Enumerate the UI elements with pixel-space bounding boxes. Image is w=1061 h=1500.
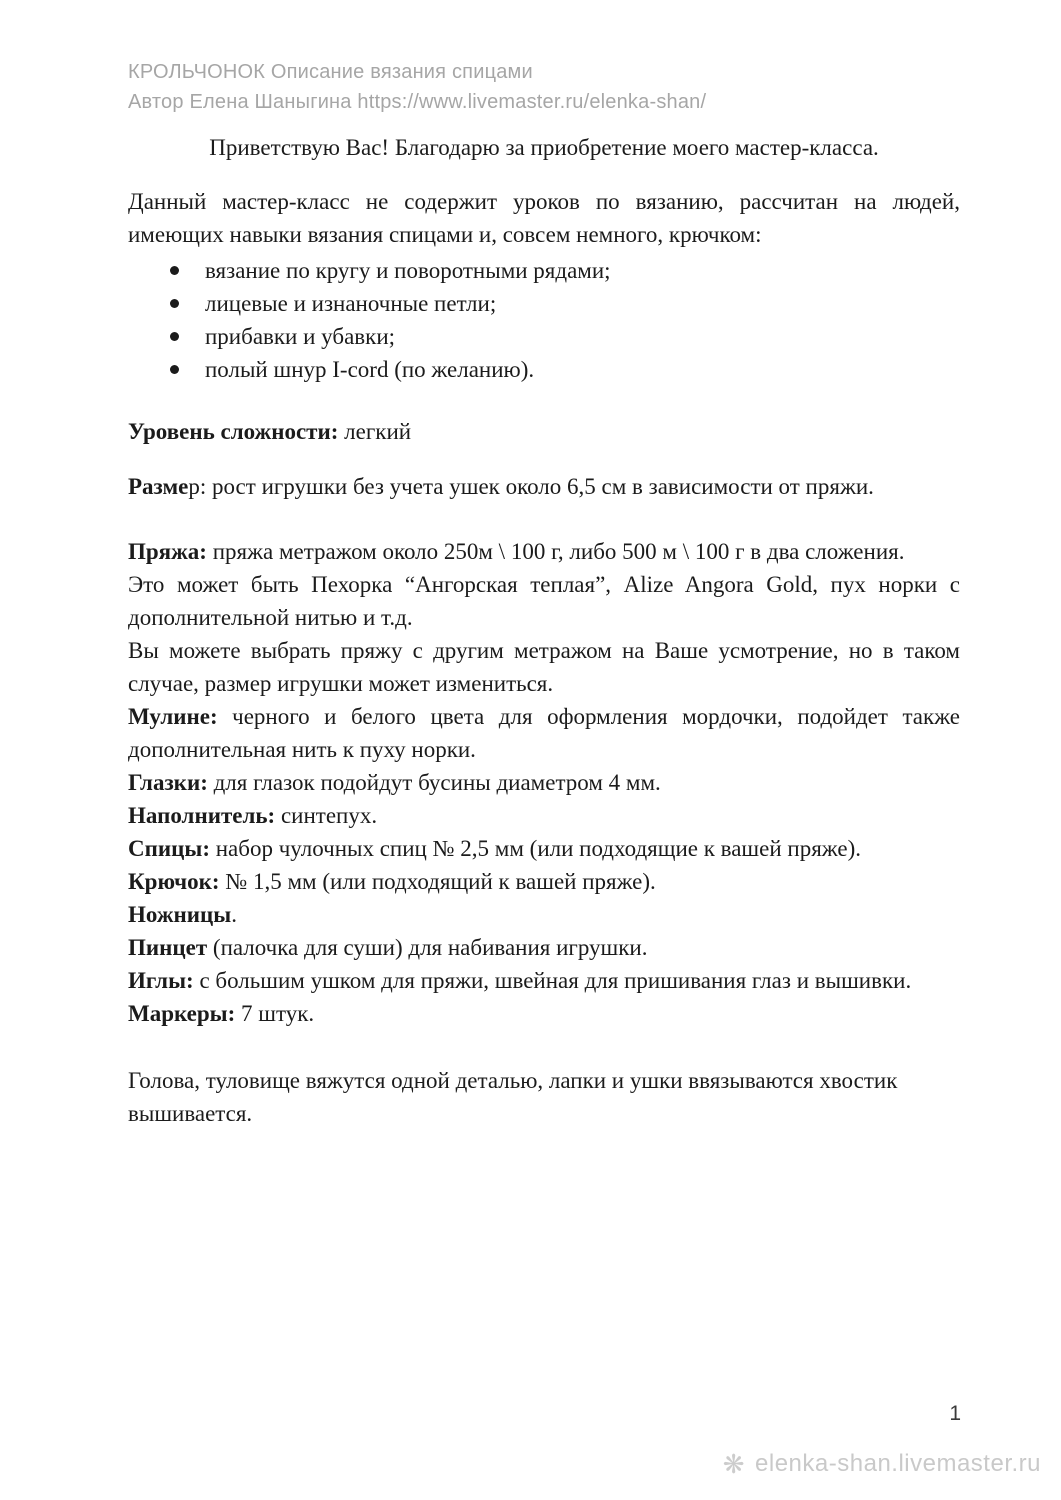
material-line [128,634,960,700]
skill-item: вязание по кругу и поворотными рядами; [205,254,960,287]
size-value: р: рост игрушки без учета ушек около 6,5 см в зависимости от пряжи. [188,474,874,499]
material-line [128,535,960,568]
header-title: КРОЛЬЧОНОК Описание вязания спицами [128,61,533,83]
material-text: 7 штук. [235,1001,315,1026]
material-line [128,898,960,931]
material-label: Пряжа: [128,539,207,564]
material-label: Крючок: [128,869,220,894]
material-line [128,964,960,997]
skill-item: прибавки и убавки; [205,320,960,353]
material-label: Мулине: [128,704,218,729]
materials-section [128,535,960,1030]
material-text: (палочка для суши) для набивания игрушки. [207,935,648,960]
material-line [128,997,960,1030]
flower-icon: ❋ [722,1449,746,1479]
material-text: набор чулочных спиц № 2,5 мм (или подходящие к вашей пряже). [209,836,861,861]
material-text: Это может быть Пехорка “Ангорская теплая”, Alize Angora Gold, пух норки с дополнительной нитью и т.д. [128,572,960,630]
material-label: Наполнитель: [128,803,276,828]
material-line [128,568,960,634]
material-text: пряжа метражом около 250м \ 100 г, либо 500 м \ 100 г в два сложения. [206,539,905,564]
material-line [128,700,960,766]
size-label: Разме [128,474,189,499]
difficulty-line [128,415,960,448]
material-label: Иглы: [128,968,194,993]
material-label: Глазки: [128,770,208,795]
material-text: синтепух. [275,803,378,828]
material-text: Вы можете выбрать пряжу с другим метражом на Ваше усмотрение, но в таком случае, размер игрушки может измениться. [128,638,960,696]
material-label: Спицы: [128,836,210,861]
closing-paragraph: Голова, туловище вяжутся одной деталью, лапки и ушки ввязываются хвостик вышивается. [128,1068,898,1126]
skill-item: полый шнур I-cord (по желанию). [205,353,960,386]
material-label: Маркеры: [128,1001,236,1026]
page-number: 1 [949,1402,961,1425]
material-line [128,799,960,832]
document-header [128,57,706,117]
material-line [128,832,960,865]
material-line [128,766,960,799]
material-text: № 1,5 мм (или подходящий к вашей пряже). [219,869,656,894]
document-body [128,131,960,1130]
skills-list [128,254,960,386]
material-text: с большим ушком для пряжи, швейная для пришивания глаз и вышивки. [193,968,912,993]
skill-item: лицевые и изнаночные петли; [205,287,960,320]
difficulty-value: легкий [338,419,412,444]
size-line [128,470,960,503]
watermark-text: elenka-shan.livemaster.ru [755,1450,1041,1477]
material-text: черного и белого цвета для оформления мордочки, подойдет также дополнительная нить к пуху норки. [128,704,960,762]
difficulty-label: Уровень сложности: [128,419,339,444]
greeting-line: Приветствую Вас! Благодарю за приобретение моего мастер-класса. [209,135,879,160]
material-label: Ножницы [128,902,232,927]
material-label: Пинцет [128,935,208,960]
material-line [128,865,960,898]
header-author-url: Автор Елена Шаныгина https://www.livemaster.ru/elenka-shan/ [128,91,707,113]
material-text: для глазок подойдут бусины диаметром 4 мм. [207,770,661,795]
material-line [128,931,960,964]
material-text: . [231,902,237,927]
intro-paragraph: Данный мастер-класс не содержит уроков по вязанию, рассчитан на людей, имеющих навыки вязания спицами и, совсем немного, крючком: [128,189,960,247]
site-watermark [723,1450,1041,1478]
